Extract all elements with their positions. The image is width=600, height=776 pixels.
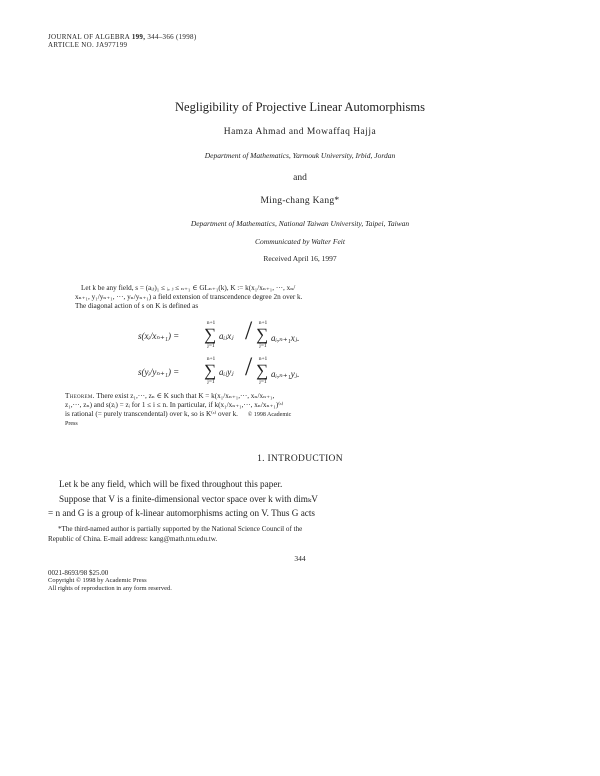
- equation-2-sum-den: [256, 356, 270, 385]
- theorem-line-1: [65, 392, 380, 401]
- received-date: Received April 16, 1997: [263, 254, 337, 263]
- equation-1-denominator: aᵢ,ₙ₊₁xⱼ.: [271, 333, 300, 343]
- fraction-slash: /: [245, 352, 253, 381]
- sigma-icon: ∑: [256, 361, 269, 380]
- sum-upper-limit: n+1: [258, 356, 268, 362]
- abstract: [75, 284, 302, 311]
- sum-upper-limit: n+1: [258, 320, 268, 326]
- sigma-icon: ∑: [204, 361, 217, 380]
- equation-1-sum-num: [204, 320, 218, 349]
- theorem: [65, 392, 380, 429]
- theorem-text: There exist z₁,···, zₙ ∈ K such that K = k(x₁/xₙ₊₁,···, xₙ/xₙ₊₁,: [96, 392, 275, 400]
- sigma-icon: ∑: [204, 325, 217, 344]
- sum-lower-limit: j=1: [207, 343, 215, 349]
- theorem-line-2: z₁,···, zₙ) and s(zᵢ) = zᵢ for 1 ≤ i ≤ n. In particular, if k(x₁/xₙ₊₁,···, xₙ/xₙ₊₁)⁽ˢ⁾: [65, 401, 284, 409]
- theorem-text: is rational (= purely transcendental) over k, so is K⁽ˢ⁾ over k.: [65, 410, 238, 418]
- communicated-by: Communicated by Walter Feit: [255, 237, 345, 246]
- intro-paragraph-1: Let k be any field, which will be fixed throughout this paper.: [59, 479, 283, 489]
- intro-paragraph-2-line-1: Suppose that V is a finite-dimensional vector space over k with dimₖV: [59, 493, 318, 504]
- sum-upper-limit: n+1: [206, 320, 216, 326]
- article-number: JA977199: [96, 41, 128, 49]
- affiliation-2: Department of Mathematics, National Taiwan University, Taipei, Taiwan: [190, 219, 410, 228]
- copyright-note: © 1998 Academic: [247, 412, 292, 418]
- abstract-line: The diagonal action of s on K is defined as: [75, 302, 199, 310]
- and-separator: and: [293, 173, 307, 183]
- intro-paragraph-2-line-2: = n and G is a group of k-linear automorphisms acting on V. Thus G acts: [48, 508, 315, 518]
- abstract-line: xₙ₊₁, y₁/yₙ₊₁, ···, yₙ/yₙ₊₁) a field extension of transcendence degree 2n over k.: [75, 293, 303, 301]
- theorem-label: Theorem.: [65, 392, 95, 400]
- equation-1-lhs: s(xᵢ/xₙ₊₁) =: [138, 331, 180, 341]
- imprint-price: 0021-8693/98 $25.00: [48, 569, 109, 577]
- journal-pages: 344–366 (1998): [147, 33, 197, 41]
- affiliation-1: Department of Mathematics, Yarmouk University, Irbid, Jordan: [204, 151, 396, 160]
- sum-lower-limit: j=1: [259, 343, 267, 349]
- section-heading: 1. INTRODUCTION: [257, 454, 343, 464]
- sum-lower-limit: j=1: [207, 379, 215, 385]
- equation-1-sum-den: [256, 320, 270, 349]
- intro-text: [48, 477, 370, 521]
- paper-title: Negligibility of Projective Linear Automorphisms: [175, 100, 425, 114]
- equation-2-sum-num: [204, 356, 218, 385]
- article-number-line: [48, 41, 127, 49]
- equation-1-numerator: aᵢⱼxⱼ: [219, 331, 234, 341]
- footnote: [48, 525, 370, 544]
- article-label: ARTICLE NO.: [48, 41, 95, 49]
- authors-line-1: Hamza Ahmad and Mowaffaq Hajja: [223, 127, 377, 137]
- imprint: [48, 569, 172, 593]
- abstract-line: Let k be any field, s = (aᵢⱼ)₁ ≤ ᵢ, ⱼ ≤ ₙ₊₁ ∈ GLₙ₊₁(k), K := k(x₁/xₙ₊₁, ···, xₙ/: [81, 284, 296, 292]
- author-2: Ming-chang Kang*: [260, 196, 340, 206]
- equation-2-numerator: aᵢⱼyⱼ: [219, 367, 234, 377]
- fraction-slash: /: [245, 316, 253, 345]
- page-number: 344: [294, 554, 306, 563]
- sum-upper-limit: n+1: [206, 356, 216, 362]
- footnote-line-2: Republic of China. E-mail address: kang@math.ntu.edu.tw.: [48, 534, 218, 543]
- theorem-line-4: Press: [65, 421, 78, 427]
- equation-2-denominator: aᵢ,ₙ₊₁yⱼ.: [271, 369, 300, 379]
- journal-name: JOURNAL OF ALGEBRA: [48, 33, 130, 41]
- footnote-line-1: *The third-named author is partially supported by the National Science Council of the: [58, 525, 303, 533]
- theorem-line-3: [65, 410, 380, 420]
- equation-2-lhs: s(yᵢ/yₙ₊₁) =: [138, 367, 180, 377]
- journal-volume: 199,: [131, 33, 146, 41]
- journal-line: [48, 33, 196, 41]
- sigma-icon: ∑: [256, 325, 269, 344]
- imprint-rights: All rights of reproduction in any form reserved.: [48, 585, 172, 592]
- imprint-copyright: Copyright © 1998 by Academic Press: [48, 577, 147, 584]
- sum-lower-limit: j=1: [259, 379, 267, 385]
